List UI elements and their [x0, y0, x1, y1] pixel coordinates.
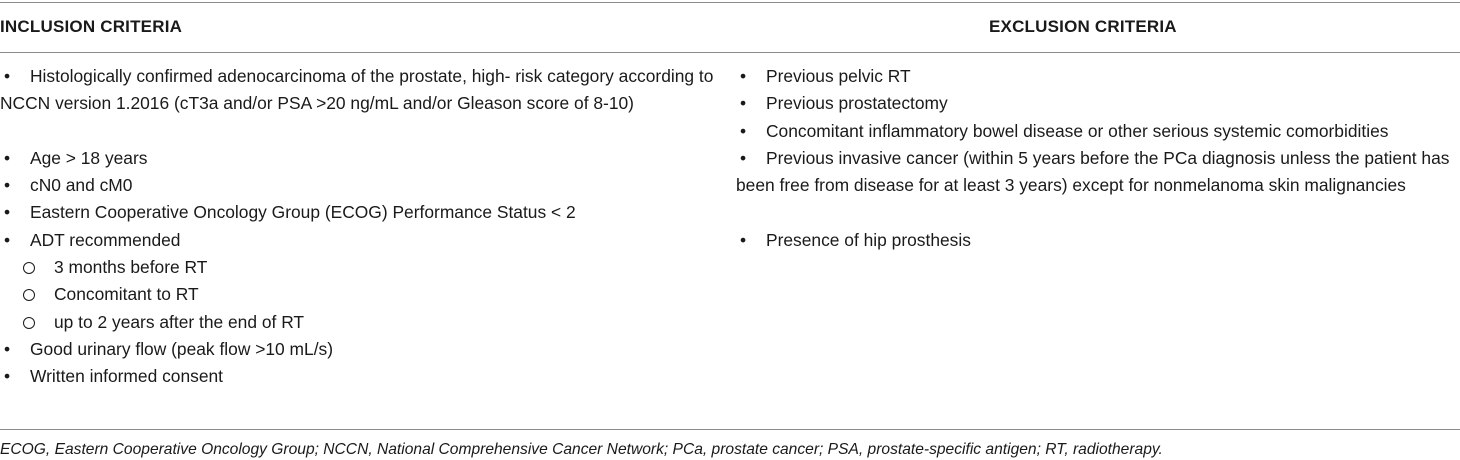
list-item: • Eastern Cooperative Oncology Group (ECOG) Performance Status < 2 — [0, 199, 722, 226]
table-top-rule — [0, 2, 1460, 3]
header-inclusion: INCLUSION CRITERIA — [0, 17, 183, 36]
bullet-icon: • — [4, 175, 11, 196]
exclusion-list — [736, 63, 1460, 254]
list-item: • Age > 18 years — [0, 145, 722, 172]
bullet-icon: • — [4, 338, 11, 359]
bullet-icon: • — [740, 66, 747, 86]
list-item: • Previous invasive cancer (within 5 years before the PCa diagnosis unless the patient has been free from disease for at least 3 years) except for nonmelanoma skin malignancies — [736, 145, 1460, 200]
bullet-icon: • — [4, 229, 11, 250]
bullet-icon: • — [740, 229, 747, 250]
list-item: • cN0 and cM0 — [0, 172, 722, 199]
sub-list-item: Concomitant to RT — [23, 281, 722, 308]
table-header-rule — [0, 52, 1460, 53]
spacer — [0, 118, 722, 145]
spacer — [736, 199, 1460, 226]
sub-list-item: up to 2 years after the end of RT — [23, 309, 722, 336]
circle-bullet-icon — [23, 317, 35, 329]
list-item: • Good urinary flow (peak flow >10 mL/s) — [0, 336, 722, 363]
circle-bullet-icon — [23, 262, 35, 274]
circle-bullet-icon — [23, 289, 35, 301]
list-item: • ADT recommended — [0, 227, 722, 254]
inclusion-list — [0, 63, 722, 391]
list-item: • Presence of hip prosthesis — [736, 227, 1460, 254]
list-item: • Previous pelvic RT — [736, 63, 1460, 90]
list-item: • Concomitant inflammatory bowel disease or other serious systemic comorbidities — [736, 118, 1460, 145]
bullet-icon: • — [4, 366, 11, 387]
bullet-icon: • — [4, 147, 11, 168]
list-item: • Previous prostatectomy — [736, 90, 1460, 117]
list-item: • Histologically confirmed adenocarcinoma of the prostate, high- risk category according to NCCN version 1.2016 (cT3a and/or PSA >20 ng/mL and/or Gleason score of 8-10) — [0, 63, 722, 118]
bullet-icon: • — [4, 202, 11, 223]
bullet-icon: • — [740, 147, 747, 168]
table-footnote: ECOG, Eastern Cooperative Oncology Group; NCCN, National Comprehensive Cancer Network; PCa, prostate cancer; PSA, prostate-specific antigen; RT, radiotherapy. — [0, 441, 1163, 458]
bullet-icon: • — [4, 66, 11, 86]
bullet-icon: • — [740, 93, 747, 114]
table-bottom-rule — [0, 429, 1460, 430]
bullet-icon: • — [740, 120, 747, 141]
header-exclusion: EXCLUSION CRITERIA — [989, 17, 1177, 36]
list-item: • Written informed consent — [0, 363, 722, 390]
sub-list-item: 3 months before RT — [23, 254, 722, 281]
